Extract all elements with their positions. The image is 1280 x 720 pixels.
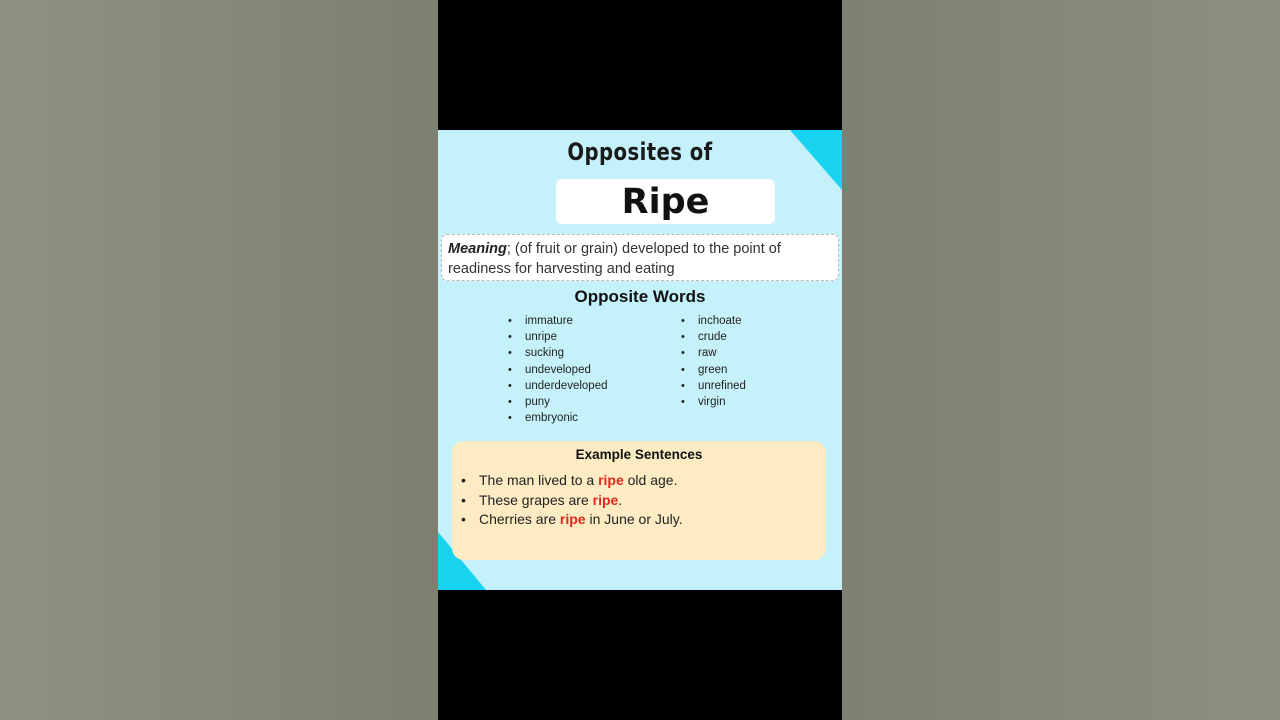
example-sentences-box	[452, 441, 826, 560]
word-box	[556, 179, 775, 224]
highlighted-word: ripe	[592, 491, 619, 508]
example-sentences-list	[461, 471, 683, 530]
opposite-word: • sucking	[508, 345, 608, 361]
example-sentence	[461, 471, 683, 491]
opposite-word: • puny	[508, 394, 608, 410]
blurred-background-right	[842, 0, 1280, 720]
opposite-words-column-1	[508, 313, 608, 426]
opposite-word: • unripe	[508, 329, 608, 345]
opposite-word: • green	[681, 362, 746, 378]
headword: Ripe	[621, 181, 710, 222]
sentence-text: .	[618, 491, 623, 508]
opposite-word: • unrefined	[681, 378, 746, 394]
sentence-text: Cherries are	[479, 511, 560, 527]
meaning-label: Meaning	[448, 241, 507, 257]
video-frame	[438, 0, 842, 720]
opposite-word: • crude	[681, 329, 746, 345]
meaning-box	[441, 234, 839, 281]
sentence-text: The man lived to a	[479, 472, 599, 488]
highlighted-word: ripe	[559, 511, 586, 527]
example-sentences-heading: Example Sentences	[575, 447, 703, 462]
example-sentence	[461, 510, 683, 530]
example-sentence	[461, 491, 683, 511]
opposite-words-column-2	[681, 313, 746, 410]
opposite-word: • inchoate	[681, 313, 746, 329]
vocabulary-card	[438, 130, 842, 590]
meaning-separator: ;	[506, 241, 511, 257]
blurred-background-left	[0, 0, 438, 720]
sentence-text: These grapes are	[479, 491, 593, 508]
meaning-text: (of fruit or grain) developed to the point of readiness for harvesting and eating	[448, 241, 781, 277]
highlighted-word: ripe	[598, 472, 624, 488]
opposite-word: • undeveloped	[508, 362, 608, 378]
opposite-word: • embryonic	[508, 410, 608, 426]
opposite-word: • immature	[508, 313, 608, 329]
opposite-word: • underdeveloped	[508, 378, 608, 394]
sentence-text: in June or July.	[585, 511, 683, 527]
opposite-words-heading: Opposite Words	[574, 287, 706, 306]
opposite-word: • virgin	[681, 394, 746, 410]
sentence-text: old age.	[623, 472, 678, 488]
card-title: Opposites of	[567, 138, 713, 166]
opposite-word: • raw	[681, 345, 746, 361]
